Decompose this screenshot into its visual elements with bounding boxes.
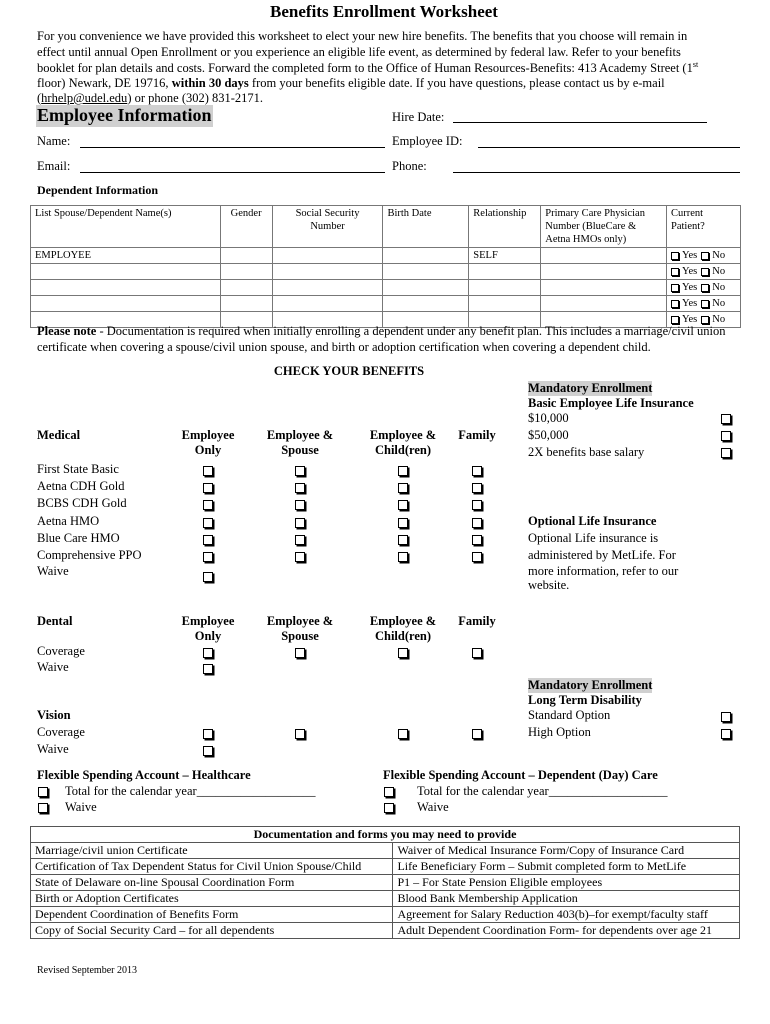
document-item: State of Delaware on-line Spousal Coordination Form (31, 875, 393, 891)
dental-family-checkbox[interactable] (472, 648, 482, 658)
dental-label: Dental (37, 614, 73, 628)
medical-employee-children-checkbox[interactable] (398, 483, 408, 493)
table-row (31, 923, 740, 939)
vision-employee-spouse-checkbox[interactable] (295, 729, 305, 739)
medical-employee-spouse-checkbox[interactable] (295, 483, 305, 493)
revision-note: Revised September 2013 (37, 965, 137, 976)
document-item: Life Beneficiary Form – Submit completed form to MetLife (393, 859, 740, 875)
ltd-high-checkbox[interactable] (721, 729, 731, 739)
medical-family-checkbox[interactable] (472, 483, 482, 493)
document-item: Adult Dependent Coordination Form- for dependents over age 21 (393, 923, 740, 939)
medical-employee-spouse-checkbox[interactable] (295, 500, 305, 510)
employee-id-field[interactable] (478, 147, 740, 148)
table-row (31, 891, 740, 907)
table-row (31, 875, 740, 891)
table-row: Yes No (31, 296, 741, 312)
document-item: Certification of Tax Dependent Status for Civil Union Spouse/Child (31, 859, 393, 875)
table-row: Yes No (31, 280, 741, 296)
medical-employee-children-checkbox[interactable] (398, 466, 408, 476)
option-label: Waive (37, 742, 69, 756)
email-link[interactable]: hrhelp@udel.edu (41, 91, 128, 105)
medical-employee-only-checkbox[interactable] (203, 572, 213, 582)
medical-employee-only-checkbox[interactable] (203, 483, 213, 493)
life-50000-checkbox[interactable] (721, 431, 731, 441)
documentation-table: Documentation and forms you may need to provide Marriage/civil union Certificate Waiver of Medical Insurance Form/Copy of Insurance Card Certification of Tax Dependent Status for Civil Union Spouse/Child Life Beneficiary Form – Submit completed form to MetLife State of Delaware on-line Spousal Coordination Form P1 – For State Pension Eligible employees Birth or Adoption Certificates Blood Bank Membership Application Dependent Coordination of Benefits Form Agreement for Salary Reduction 403(b)–for exempt/faculty staff Copy of Social Security Card – for all dependents Adult Dependent Coordination Form- for dependents over age 21 (30, 826, 740, 939)
table-row (31, 843, 740, 859)
yes-checkbox[interactable] (671, 284, 679, 292)
medical-employee-only-checkbox[interactable] (203, 535, 213, 545)
medical-label: Medical (37, 428, 81, 442)
medical-employee-spouse-checkbox[interactable] (295, 466, 305, 476)
table-row: EMPLOYEE SELF Yes No (31, 248, 741, 264)
phone-field[interactable] (453, 172, 740, 173)
medical-family-checkbox[interactable] (472, 518, 482, 528)
document-item: Dependent Coordination of Benefits Form (31, 907, 393, 923)
check-benefits-heading: CHECK YOUR BENEFITS (273, 364, 425, 378)
medical-family-checkbox[interactable] (472, 535, 482, 545)
option-label: Coverage (37, 725, 85, 739)
document-item: Blood Bank Membership Application (393, 891, 740, 907)
name-field[interactable] (80, 147, 385, 148)
life-2x-checkbox[interactable] (721, 448, 731, 458)
no-checkbox[interactable] (701, 300, 709, 308)
dental-employee-spouse-checkbox[interactable] (295, 648, 305, 658)
table-row: Yes No (31, 264, 741, 280)
vision-employee-only-checkbox[interactable] (203, 729, 213, 739)
medical-employee-spouse-checkbox[interactable] (295, 535, 305, 545)
dependent-table: List Spouse/Dependent Name(s) Gender Social Security Number Birth Date Relationship Primary Care Physician Number (BlueCare & Aetna HMOs only) Current Patient? EMPLOYEE SELF Yes No Yes No Yes No Yes No Yes No (30, 205, 741, 328)
option-label: Aetna CDH Gold (37, 479, 125, 493)
medical-employee-spouse-checkbox[interactable] (295, 518, 305, 528)
yes-checkbox[interactable] (671, 316, 679, 324)
page-title: Benefits Enrollment Worksheet (270, 2, 498, 21)
yes-checkbox[interactable] (671, 268, 679, 276)
vision-employee-only-checkbox[interactable] (203, 746, 213, 756)
yes-checkbox[interactable] (671, 252, 679, 260)
medical-employee-children-checkbox[interactable] (398, 518, 408, 528)
email-field[interactable] (80, 172, 385, 173)
table-row (31, 859, 740, 875)
life-10000-checkbox[interactable] (721, 414, 731, 424)
no-checkbox[interactable] (701, 284, 709, 292)
no-checkbox[interactable] (701, 316, 709, 324)
medical-employee-children-checkbox[interactable] (398, 552, 408, 562)
option-label: Waive (37, 564, 69, 578)
medical-employee-children-checkbox[interactable] (398, 500, 408, 510)
document-item: Agreement for Salary Reduction 403(b)–for exempt/faculty staff (393, 907, 740, 923)
no-checkbox[interactable] (701, 252, 709, 260)
fsa-dependent-total-checkbox[interactable] (384, 787, 394, 797)
option-label: Blue Care HMO (37, 531, 120, 545)
medical-family-checkbox[interactable] (472, 500, 482, 510)
option-label: Aetna HMO (37, 514, 100, 528)
document-item: Copy of Social Security Card – for all dependents (31, 923, 393, 939)
dental-employee-only-checkbox[interactable] (203, 648, 213, 658)
document-item: Waiver of Medical Insurance Form/Copy of Insurance Card (393, 843, 740, 859)
fsa-health-total-checkbox[interactable] (38, 787, 48, 797)
medical-employee-spouse-checkbox[interactable] (295, 552, 305, 562)
no-checkbox[interactable] (701, 268, 709, 276)
table-row (31, 907, 740, 923)
vision-family-checkbox[interactable] (472, 729, 482, 739)
employee-info-heading: Employee Information (37, 105, 212, 125)
document-item: Marriage/civil union Certificate (31, 843, 393, 859)
dental-employee-only-checkbox[interactable] (203, 664, 213, 674)
medical-employee-only-checkbox[interactable] (203, 466, 213, 476)
fsa-dependent-waive-checkbox[interactable] (384, 803, 394, 813)
option-label: First State Basic (37, 462, 119, 476)
medical-employee-only-checkbox[interactable] (203, 500, 213, 510)
document-item: P1 – For State Pension Eligible employees (393, 875, 740, 891)
medical-family-checkbox[interactable] (472, 552, 482, 562)
hire-date-field[interactable] (453, 122, 707, 123)
ltd-standard-checkbox[interactable] (721, 712, 731, 722)
option-label: Coverage (37, 644, 85, 658)
option-label: Comprehensive PPO (37, 548, 142, 562)
document-item: Birth or Adoption Certificates (31, 891, 393, 907)
medical-employee-only-checkbox[interactable] (203, 552, 213, 562)
vision-label: Vision (37, 708, 71, 722)
option-label: Waive (37, 660, 69, 674)
table-row: Yes No (31, 312, 741, 328)
medical-employee-children-checkbox[interactable] (398, 535, 408, 545)
vision-employee-children-checkbox[interactable] (398, 729, 408, 739)
option-label: BCBS CDH Gold (37, 496, 127, 510)
medical-family-checkbox[interactable] (472, 466, 482, 476)
fsa-health-waive-checkbox[interactable] (38, 803, 48, 813)
dental-employee-children-checkbox[interactable] (398, 648, 408, 658)
medical-employee-only-checkbox[interactable] (203, 518, 213, 528)
dependent-info-heading: Dependent Information (37, 183, 159, 197)
yes-checkbox[interactable] (671, 300, 679, 308)
